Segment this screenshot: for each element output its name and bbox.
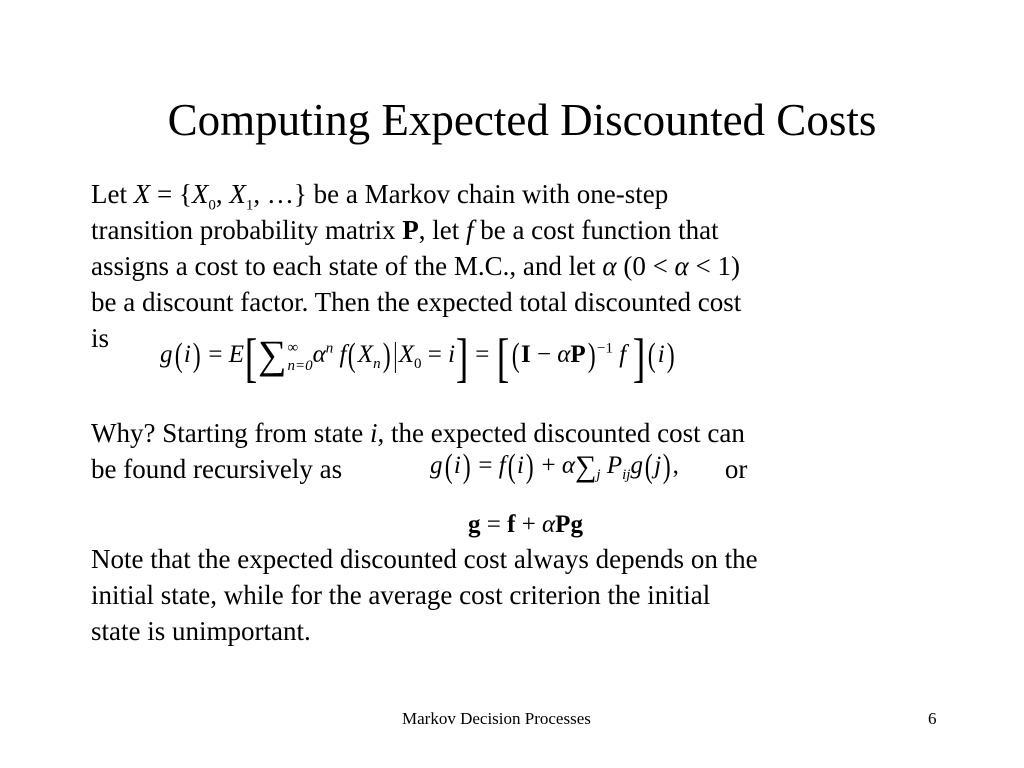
text: be a cost function that	[473, 215, 719, 245]
paren: (	[174, 337, 183, 374]
text: transition probability matrix	[91, 215, 403, 245]
formula-vector	[468, 510, 583, 540]
subscript: 0	[208, 197, 216, 214]
text: assigns a cost to each state of the M.C., and let	[91, 251, 603, 281]
vector-g: g	[468, 511, 481, 538]
paren: (	[348, 337, 357, 374]
bracket: ]	[633, 328, 646, 388]
paren: )	[382, 337, 391, 374]
text: Let	[91, 179, 134, 209]
page-number: 6	[928, 709, 937, 728]
equals: =	[202, 341, 229, 368]
sum-lower: n=0	[287, 358, 313, 374]
paren: )	[587, 337, 596, 374]
var-X: X	[191, 179, 209, 209]
paren: (	[507, 448, 516, 485]
var-X: X	[133, 179, 151, 209]
text: or	[718, 454, 748, 484]
var-i: i	[369, 418, 378, 448]
paragraph-note	[91, 541, 758, 649]
paragraph-line	[91, 176, 741, 212]
footer-title: Markov Decision Processes	[402, 709, 591, 728]
bracket: [	[496, 328, 509, 388]
var-alpha: α	[674, 251, 689, 281]
var-P: P	[606, 452, 623, 479]
paragraph-line	[91, 212, 741, 248]
var-f: f	[339, 341, 347, 368]
vector-f: f	[507, 511, 516, 538]
comma: ,	[672, 452, 679, 479]
text: , the expected discounted cost can	[377, 418, 745, 448]
var-alpha: α	[602, 251, 617, 281]
text: , let	[418, 215, 466, 245]
var-g: g	[430, 452, 443, 479]
subscript: 0	[413, 356, 422, 372]
slide-title: Computing Expected Discounted Costs	[167, 95, 877, 145]
paren: )	[662, 448, 671, 485]
var-i: i	[183, 341, 191, 368]
paragraph-line: is	[91, 323, 110, 353]
subscript: n	[373, 356, 381, 372]
paragraph-line	[91, 248, 741, 284]
sum-limits	[288, 339, 313, 375]
matrix-Pg: Pg	[555, 511, 583, 538]
minus: −	[530, 341, 558, 368]
var-i: i	[448, 341, 456, 368]
superscript: n	[325, 340, 334, 357]
var-f: f	[465, 215, 474, 245]
plus: +	[535, 452, 562, 479]
paragraph-line: Note that the expected discounted cost always depends on the	[91, 544, 758, 574]
conditional-bar: |	[393, 337, 398, 374]
var-X: X	[229, 179, 246, 209]
var-f: f	[619, 341, 627, 368]
var-i: i	[453, 452, 461, 479]
subscript: ij	[622, 467, 631, 483]
text: (0 <	[616, 251, 675, 281]
paragraph-line: be a discount factor. Then the expected total discounted cost	[91, 287, 742, 317]
bracket: ]	[455, 328, 469, 388]
var-alpha: α	[312, 341, 326, 368]
paren: )	[666, 337, 675, 374]
var-i: i	[517, 452, 524, 479]
paragraph-line: state is unimportant.	[91, 616, 311, 646]
var-f: f	[498, 452, 506, 479]
superscript: −1	[597, 340, 613, 357]
matrix-P: P	[402, 215, 419, 245]
text: = {	[150, 179, 192, 209]
var-i: i	[657, 341, 665, 368]
text: be found recursively as	[91, 454, 343, 484]
subscript: j	[596, 467, 601, 483]
var-E: E	[228, 341, 244, 368]
paren: )	[462, 448, 471, 485]
subscript: 1	[245, 197, 254, 214]
var-alpha: α	[542, 511, 556, 538]
equals: =	[421, 341, 449, 368]
paragraph-line	[91, 415, 747, 451]
var-X: X	[357, 341, 374, 368]
matrix-I: I	[520, 341, 531, 368]
plus: +	[515, 511, 543, 538]
var-alpha: α	[557, 341, 571, 368]
sum-icon: ∑	[575, 450, 597, 483]
text: Why? Starting from state	[91, 418, 370, 448]
matrix-P: P	[570, 341, 586, 368]
paren: (	[648, 337, 657, 374]
bracket: [	[244, 328, 258, 388]
sum-upper: ∞	[287, 340, 299, 356]
formula-discounted-cost	[160, 328, 676, 393]
equals: =	[480, 511, 508, 538]
var-alpha: α	[561, 452, 576, 479]
formula-recursive	[430, 448, 679, 485]
text: < 1)	[688, 251, 740, 281]
var-g: g	[630, 452, 643, 479]
sum-icon: ∑	[257, 332, 287, 377]
text: , …} be a Markov chain with one-step	[253, 179, 669, 209]
paren: (	[444, 448, 453, 485]
paren: )	[525, 448, 534, 485]
paren: (	[644, 448, 653, 485]
paren: (	[511, 337, 520, 374]
paragraph-line: initial state, while for the average cost criterion the initial	[91, 580, 711, 610]
equals: =	[469, 341, 496, 368]
var-g: g	[160, 341, 173, 368]
var-j: j	[654, 452, 662, 479]
text: ,	[215, 179, 230, 209]
var-X: X	[398, 341, 414, 368]
paren: )	[192, 337, 201, 374]
equals: =	[472, 452, 499, 479]
